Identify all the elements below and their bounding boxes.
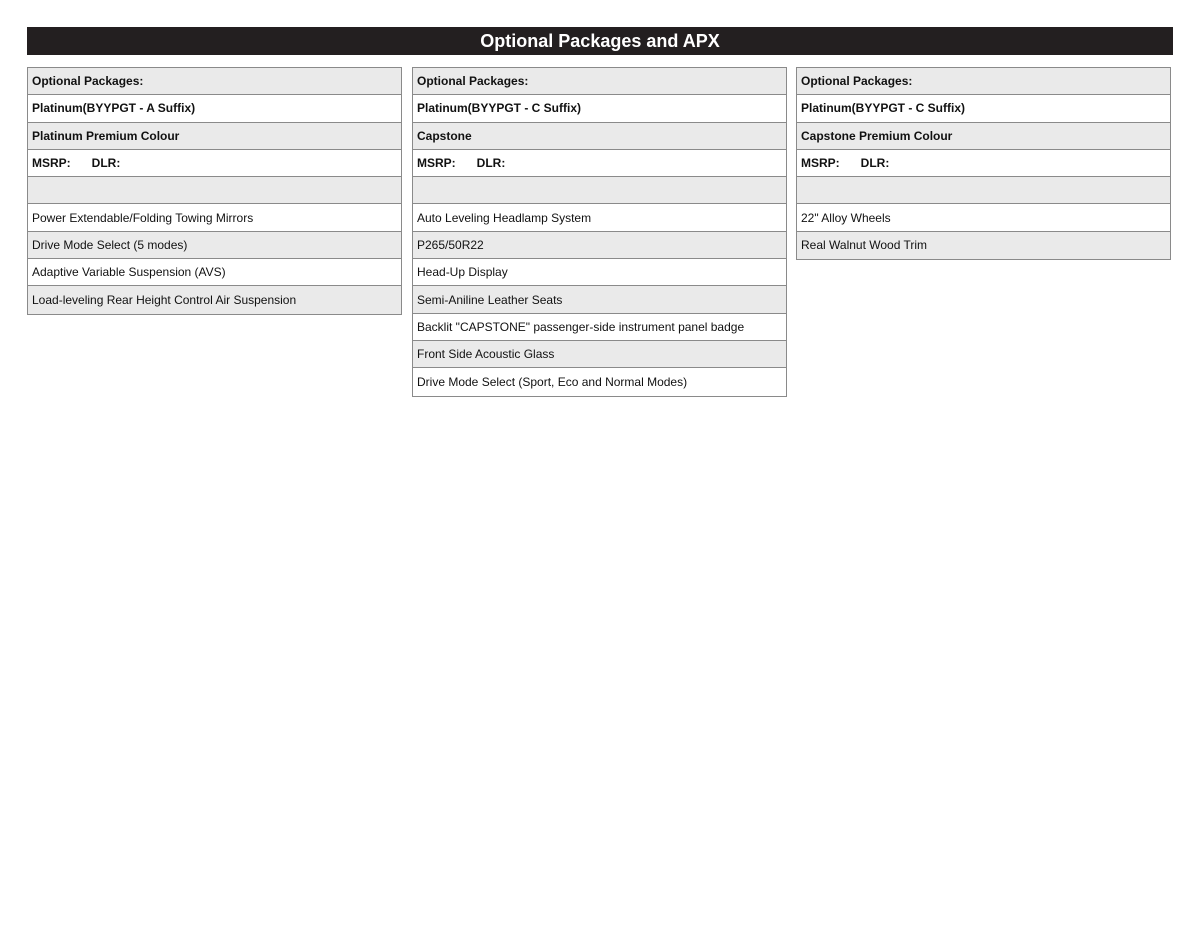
feature-item: Drive Mode Select (Sport, Eco and Normal Modes) — [417, 374, 688, 389]
msrp-label: MSRP: — [801, 156, 840, 171]
feature-item: 22" Alloy Wheels — [797, 204, 1170, 231]
msrp-label: MSRP: — [32, 156, 71, 171]
dlr-label: DLR: — [91, 156, 121, 171]
price-row — [413, 150, 786, 177]
package-column — [412, 67, 787, 397]
feature-item: Front Side Acoustic Glass — [413, 341, 786, 368]
page-title: Optional Packages and APX — [27, 27, 1173, 55]
trim-name: Platinum(BYYPGT - A Suffix) — [28, 95, 401, 122]
trim-name: Platinum(BYYPGT - C Suffix) — [797, 95, 1170, 122]
column-header: Optional Packages: — [797, 68, 1170, 95]
package-name: Capstone Premium Colour — [797, 123, 1170, 150]
trim-name: Platinum(BYYPGT - C Suffix) — [413, 95, 786, 122]
column-header: Optional Packages: — [28, 68, 401, 95]
feature-item: Backlit "CAPSTONE" passenger-side instrument panel badge — [413, 314, 786, 341]
package-column — [796, 67, 1171, 260]
feature-item: Power Extendable/Folding Towing Mirrors — [28, 204, 401, 231]
feature-item: Load-leveling Rear Height Control Air Suspension — [28, 286, 401, 313]
feature-item: Adaptive Variable Suspension (AVS) — [28, 259, 401, 286]
blank-row — [413, 177, 786, 204]
msrp-label: MSRP: — [417, 156, 456, 171]
package-column — [27, 67, 402, 315]
package-name: Capstone — [413, 123, 786, 150]
feature-item: Head-Up Display — [413, 259, 786, 286]
feature-item: P265/50R22 — [413, 232, 786, 259]
blank-row — [797, 177, 1170, 204]
feature-item: Real Walnut Wood Trim — [797, 232, 1170, 259]
package-name: Platinum Premium Colour — [28, 123, 401, 150]
blank-row — [28, 177, 401, 204]
dlr-label: DLR: — [860, 156, 890, 171]
feature-item: Semi-Aniline Leather Seats — [413, 286, 786, 313]
feature-item: Auto Leveling Headlamp System — [413, 204, 786, 231]
column-header: Optional Packages: — [413, 68, 786, 95]
dlr-label: DLR: — [476, 156, 506, 171]
feature-item: Drive Mode Select (5 modes) — [28, 232, 401, 259]
price-row — [28, 150, 401, 177]
price-row — [797, 150, 1170, 177]
